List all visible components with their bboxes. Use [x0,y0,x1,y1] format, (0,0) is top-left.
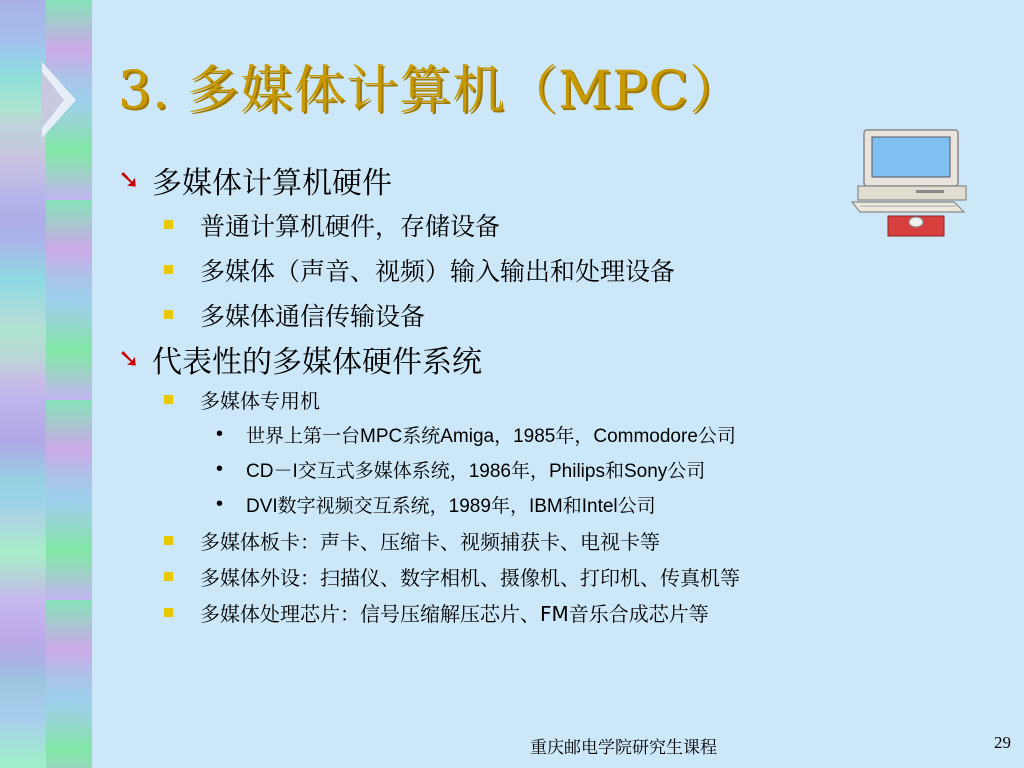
square-bullet-icon [164,220,173,229]
list-item-text: 多媒体通信传输设备 [200,301,426,331]
square-bullet-icon [164,395,173,404]
sub-list-item [118,487,938,522]
list-item-text: 多媒体（声音、视频）输入输出和处理设备 [200,256,676,286]
list-item-text: 多媒体处理芯片：信号压缩解压芯片、FM音乐合成芯片等 [200,601,709,626]
list-item-text: 多媒体外设：扫描仪、数字相机、摄像机、打印机、传真机等 [200,565,740,590]
arrow-down-right-icon: ➘ [118,344,140,374]
list-item [118,202,938,247]
sub-list-item-text: 世界上第一台MPC系统Amiga，1985年，Commodore公司 [246,426,736,447]
footer-text: 重庆邮电学院研究生课程 [530,738,717,758]
sub-list-item-text: DVI数字视频交互系统，1989年，IBM和Intel公司 [246,496,656,517]
arrow-down-right-icon: ➘ [118,165,140,195]
section-heading-text: 多媒体计算机硬件 [152,166,392,201]
list-item [118,247,938,292]
slide-title: 3. 多媒体计算机（MPC） [118,61,743,121]
square-bullet-icon [164,536,173,545]
dot-bullet-icon: • [216,458,224,480]
section-heading [118,337,938,381]
dot-bullet-icon: • [216,493,224,515]
dot-bullet-icon: • [216,423,224,445]
list-item-text: 多媒体板卡：声卡、压缩卡、视频捕获卡、电视卡等 [200,529,660,554]
band-column-left [0,0,46,768]
list-item-text: 多媒体专用机 [200,388,320,413]
sub-list-item [118,452,938,487]
sub-list-item-text: CD－I交互式多媒体系统，1986年，Philips和Sony公司 [246,461,706,482]
square-bullet-icon [164,265,173,274]
square-bullet-icon [164,608,173,617]
list-item-text: 普通计算机硬件，存储设备 [200,211,501,241]
list-item [118,522,938,558]
arrow-tab-inner-icon [42,72,64,128]
square-bullet-icon [164,310,173,319]
section-heading-text: 代表性的多媒体硬件系统 [152,345,482,380]
page-number: 29 [994,733,1011,752]
list-item [118,558,938,594]
list-item [118,292,938,337]
list-item [118,381,938,417]
square-bullet-icon [164,572,173,581]
slide-content [118,158,938,630]
sub-list-item [118,417,938,452]
list-item [118,594,938,630]
section-heading [118,158,938,202]
